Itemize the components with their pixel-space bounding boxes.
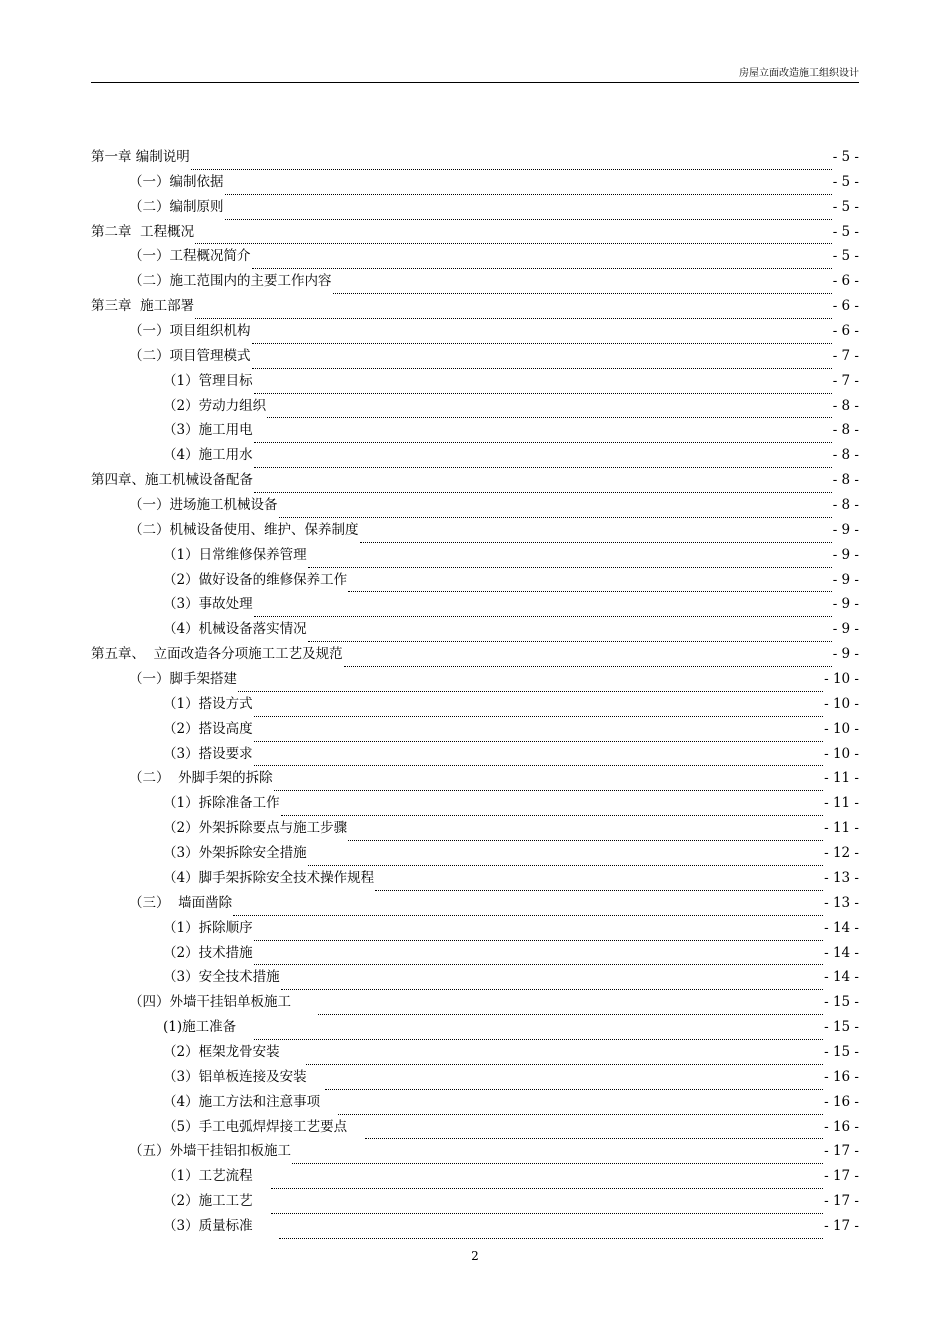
header-rule — [91, 82, 859, 83]
toc-leader-dots — [348, 573, 832, 592]
toc-entry-title: （2）搭设高度 — [163, 720, 253, 737]
toc-leader-dots — [348, 822, 823, 841]
toc-entry-page: - 8 - — [832, 447, 859, 464]
toc-entry[interactable] — [91, 369, 859, 394]
toc-entry-page: - 9 - — [832, 596, 859, 613]
toc-leader-dots — [271, 1195, 823, 1214]
toc-entry-title: (1)施工准备 — [163, 1019, 254, 1036]
toc-entry[interactable] — [91, 220, 859, 245]
toc-entry-page: - 5 - — [832, 223, 859, 240]
toc-entry[interactable] — [91, 717, 859, 742]
toc-entry-page: - 8 - — [832, 397, 859, 414]
toc-entry[interactable] — [91, 394, 859, 419]
toc-entry-title: （三） 墙面凿除 — [129, 894, 233, 911]
toc-entry-title: 第三章 施工部署 — [91, 298, 195, 315]
toc-leader-dots — [233, 897, 823, 916]
toc-entry[interactable] — [91, 891, 859, 916]
toc-entry-page: - 11 - — [824, 820, 859, 837]
toc-entry[interactable] — [91, 319, 859, 344]
toc-entry[interactable] — [91, 841, 859, 866]
toc-entry-title: （4）施工用水 — [163, 447, 253, 464]
toc-entry-page: - 10 - — [824, 671, 859, 688]
toc-leader-dots — [254, 424, 832, 443]
toc-entry[interactable] — [91, 667, 859, 692]
toc-leader-dots — [274, 772, 824, 791]
toc-entry-page: - 14 - — [824, 969, 859, 986]
toc-leader-dots — [281, 797, 824, 816]
toc-entry-page: - 5 - — [832, 149, 859, 165]
toc-entry-title: （3）质量标准 — [163, 1217, 279, 1234]
toc-entry-title: （1）拆除顺序 — [163, 919, 253, 936]
toc-leader-dots — [195, 300, 832, 319]
toc-leader-dots — [344, 648, 832, 667]
toc-entry-page: - 9 - — [832, 646, 859, 663]
toc-entry-page: - 15 - — [824, 1019, 859, 1036]
toc-entry-title: （二） 外脚手架的拆除 — [129, 770, 273, 787]
toc-entry-title: （四）外墙干挂铝单板施工 — [129, 994, 317, 1011]
toc-entry-title: 第五章、 立面改造各分项施工工艺及规范 — [91, 646, 343, 663]
toc-entry[interactable] — [91, 1115, 859, 1140]
toc-leader-dots — [308, 623, 832, 642]
toc-entry-title: （3）事故处理 — [163, 596, 253, 613]
toc-leader-dots — [333, 275, 832, 294]
toc-entry[interactable] — [91, 1189, 859, 1214]
toc-leader-dots — [365, 1120, 823, 1139]
toc-entry-page: - 10 - — [824, 745, 859, 762]
toc-entry-page: - 17 - — [824, 1168, 859, 1185]
toc-entry[interactable] — [91, 1015, 859, 1040]
toc-entry[interactable] — [91, 294, 859, 319]
table-of-contents — [91, 145, 859, 1239]
toc-entry-title: （2）劳动力组织 — [163, 397, 267, 414]
toc-leader-dots — [254, 375, 832, 394]
toc-entry-title: （1）搭设方式 — [163, 695, 253, 712]
toc-entry-title: （3）安全技术措施 — [163, 969, 280, 986]
toc-entry[interactable] — [91, 916, 859, 941]
toc-entry[interactable] — [91, 443, 859, 468]
toc-entry-title: （1）拆除准备工作 — [163, 795, 280, 812]
toc-leader-dots — [281, 971, 824, 990]
toc-entry-page: - 15 - — [824, 994, 859, 1011]
toc-entry-page: - 5 - — [832, 173, 859, 190]
toc-entry[interactable] — [91, 518, 859, 543]
toc-entry[interactable] — [91, 244, 859, 269]
toc-entry[interactable] — [91, 766, 859, 791]
toc-entry[interactable] — [91, 468, 859, 493]
toc-entry[interactable] — [91, 990, 859, 1015]
toc-leader-dots — [254, 449, 832, 468]
toc-entry-title: （二）项目管理模式 — [129, 347, 251, 364]
toc-entry-page: - 8 - — [832, 472, 859, 489]
toc-entry[interactable] — [91, 866, 859, 891]
toc-entry-page: - 11 - — [824, 770, 859, 787]
toc-leader-dots — [254, 1021, 823, 1040]
toc-entry[interactable] — [91, 1139, 859, 1164]
toc-entry-page: - 17 - — [824, 1143, 859, 1160]
toc-entry[interactable] — [91, 269, 859, 294]
toc-leader-dots — [191, 151, 832, 170]
toc-entry[interactable] — [91, 816, 859, 841]
toc-entry-title: （4）施工方法和注意事项 — [163, 1093, 338, 1110]
toc-entry[interactable] — [91, 941, 859, 966]
toc-entry-title: （4）机械设备落实情况 — [163, 621, 307, 638]
toc-entry[interactable] — [91, 1164, 859, 1189]
toc-leader-dots — [318, 996, 823, 1015]
toc-leader-dots — [254, 922, 824, 941]
toc-entry-page: - 5 - — [832, 248, 859, 265]
toc-entry-page: - 6 - — [832, 273, 859, 290]
toc-entry[interactable] — [91, 692, 859, 717]
toc-leader-dots — [292, 1145, 823, 1164]
toc-entry[interactable] — [91, 617, 859, 642]
toc-entry[interactable] — [91, 195, 859, 220]
toc-entry[interactable] — [91, 592, 859, 617]
page-number: 2 — [471, 1249, 479, 1263]
toc-entry[interactable] — [91, 791, 859, 816]
toc-entry-page: - 9 - — [832, 621, 859, 638]
toc-entry-title: （2）做好设备的维修保养工作 — [163, 571, 348, 588]
toc-entry-title: （2）外架拆除要点与施工步骤 — [163, 820, 348, 837]
toc-entry-page: - 8 - — [832, 422, 859, 439]
toc-leader-dots — [254, 946, 824, 965]
toc-entry[interactable] — [91, 1040, 859, 1065]
toc-entry-title: （一）脚手架搭建 — [129, 671, 237, 688]
toc-leader-dots — [254, 598, 832, 617]
toc-entry[interactable] — [91, 543, 859, 568]
toc-entry-page: - 15 - — [824, 1043, 859, 1060]
toc-entry-title: （2）框架龙骨安装 — [163, 1043, 306, 1060]
toc-entry-page: - 14 - — [824, 944, 859, 961]
toc-entry-page: - 10 - — [824, 695, 859, 712]
toc-entry-title: （5）手工电弧焊焊接工艺要点 — [163, 1118, 365, 1135]
toc-entry-title: （一）进场施工机械设备 — [129, 497, 278, 514]
toc-entry-title: （3）铝单板连接及安装 — [163, 1068, 324, 1085]
toc-leader-dots — [254, 723, 824, 742]
toc-entry-title: （4）脚手架拆除安全技术操作规程 — [163, 869, 375, 886]
toc-entry-title: （二）机械设备使用、维护、保养制度 — [129, 521, 359, 538]
toc-entry-page: - 16 - — [824, 1068, 859, 1085]
toc-entry-title: （一）工程概况简介 — [129, 248, 251, 265]
toc-entry[interactable] — [91, 568, 859, 593]
toc-leader-dots — [254, 747, 824, 766]
toc-entry-title: 第二章 工程概况 — [91, 223, 195, 240]
toc-leader-dots — [308, 549, 832, 568]
toc-entry-page: - 7 - — [832, 372, 859, 389]
toc-leader-dots — [375, 872, 823, 891]
toc-leader-dots — [225, 176, 832, 195]
toc-entry[interactable] — [91, 493, 859, 518]
toc-entry-title: （3）施工用电 — [163, 422, 253, 439]
toc-entry-page: - 17 - — [824, 1217, 859, 1234]
toc-leader-dots — [252, 350, 832, 369]
toc-leader-dots — [254, 698, 824, 717]
toc-entry-page: - 6 - — [832, 298, 859, 315]
toc-entry-page: - 9 - — [832, 546, 859, 563]
toc-leader-dots — [279, 499, 832, 518]
toc-entry-page: - 9 - — [832, 521, 859, 538]
toc-entry-title: （1）管理目标 — [163, 372, 253, 389]
toc-leader-dots — [267, 399, 832, 418]
toc-entry-title: （3）搭设要求 — [163, 745, 253, 762]
toc-entry-title: （二）编制原则 — [129, 198, 224, 215]
toc-leader-dots — [325, 1071, 823, 1090]
toc-entry[interactable] — [91, 344, 859, 369]
toc-entry-page: - 7 - — [832, 347, 859, 364]
toc-leader-dots — [252, 250, 832, 269]
toc-leader-dots — [252, 325, 832, 344]
toc-entry-title: （1）日常维修保养管理 — [163, 546, 307, 563]
toc-entry-title: （3）外架拆除安全措施 — [163, 845, 307, 862]
toc-entry[interactable] — [91, 742, 859, 767]
toc-entry-title: （一）项目组织机构 — [129, 323, 251, 340]
toc-leader-dots — [225, 201, 832, 220]
toc-leader-dots — [338, 1096, 823, 1115]
toc-entry[interactable] — [91, 418, 859, 443]
toc-entry-page: - 6 - — [832, 323, 859, 340]
running-header: 房屋立面改造施工组织设计 — [739, 68, 859, 79]
toc-leader-dots — [360, 524, 832, 543]
toc-leader-dots — [271, 1170, 823, 1189]
toc-entry-title: （2）技术措施 — [163, 944, 253, 961]
toc-entry-title: （2）施工工艺 — [163, 1193, 270, 1210]
toc-entry[interactable] — [91, 1214, 859, 1239]
toc-entry-title: 第一章 编制说明 — [91, 149, 190, 165]
toc-entry-title: （二）施工范围内的主要工作内容 — [129, 273, 332, 290]
toc-entry-page: - 10 - — [824, 720, 859, 737]
toc-entry-page: - 9 - — [832, 571, 859, 588]
toc-entry-page: - 13 - — [824, 894, 859, 911]
toc-entry-page: - 14 - — [824, 919, 859, 936]
toc-entry-page: - 16 - — [824, 1118, 859, 1135]
toc-entry[interactable] — [91, 1090, 859, 1115]
toc-entry-title: （一）编制依据 — [129, 173, 224, 190]
toc-entry-title: 第四章、施工机械设备配备 — [91, 472, 253, 489]
toc-entry-page: - 5 - — [832, 198, 859, 215]
toc-entry[interactable] — [91, 170, 859, 195]
toc-entry-page: - 16 - — [824, 1093, 859, 1110]
toc-entry[interactable] — [91, 145, 859, 170]
toc-entry-page: - 8 - — [832, 497, 859, 514]
toc-entry-title: （五）外墙干挂铝扣板施工 — [129, 1143, 291, 1160]
toc-leader-dots — [254, 474, 832, 493]
toc-entry-page: - 17 - — [824, 1193, 859, 1210]
toc-entry-page: - 12 - — [824, 845, 859, 862]
toc-leader-dots — [195, 225, 832, 244]
toc-entry[interactable] — [91, 642, 859, 667]
toc-entry[interactable] — [91, 1065, 859, 1090]
toc-leader-dots — [308, 847, 824, 866]
toc-entry[interactable] — [91, 965, 859, 990]
toc-entry-title: （1）工艺流程 — [163, 1168, 270, 1185]
toc-leader-dots — [238, 673, 823, 692]
toc-entry-page: - 13 - — [824, 869, 859, 886]
toc-leader-dots — [306, 1046, 823, 1065]
toc-entry-page: - 11 - — [824, 795, 859, 812]
toc-leader-dots — [279, 1220, 823, 1239]
